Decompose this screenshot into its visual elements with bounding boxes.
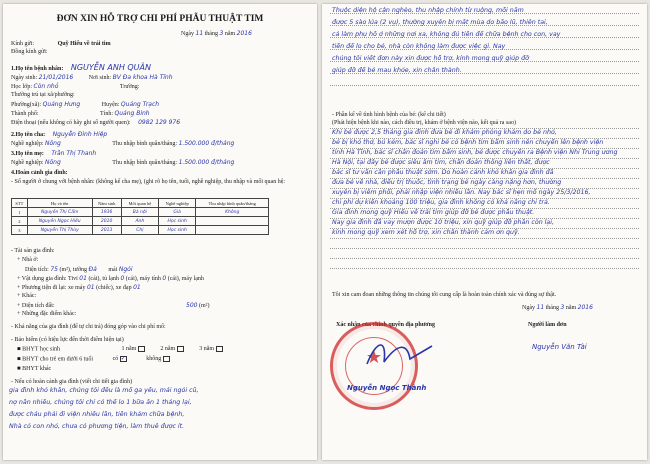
other-features-row: + Những đặc điểm khác: bbox=[17, 311, 77, 317]
table-cell: Học sinh bbox=[158, 226, 196, 235]
table-cell: Nguyễn Thị Cẩm bbox=[27, 208, 92, 217]
table-cell: Nguyễn Ngọc Hiếu bbox=[27, 217, 92, 226]
handwritten-line: Khi bé được 2,5 tháng gia đình đưa bé đi khám phòng khám do bé nhỏ, bbox=[332, 129, 557, 136]
recipient-line: Kính gửi: Quỹ Hiểu về trái tim bbox=[11, 41, 111, 47]
medical-history-note: (Phát hiện bệnh khi nào, cách điều trị, khám ở bệnh viện nào, kết quả ra sao) bbox=[332, 120, 516, 126]
handwritten-line: Thuộc diện hộ cận nghèo, thu nhập chính từ ruộng, mỗi năm bbox=[332, 7, 524, 14]
handwritten-line: Nay gia đình đã vay mượn được 10 triệu, xin quỹ giúp đỡ phần còn lại, bbox=[332, 219, 555, 226]
table-cell: Anh bbox=[121, 217, 158, 226]
assets-heading: - Tài sản gia đình: bbox=[11, 248, 55, 254]
vehicle-row: + Phương tiện đi lại: xe máy 01 (chiếc), xe đạp 01 bbox=[17, 284, 141, 291]
handwritten-line: chúng tôi viết đơn này xin được hỗ trợ, kính mong quỹ giúp đỡ bbox=[332, 55, 529, 62]
family-members-table bbox=[11, 198, 269, 235]
local-authority-signature bbox=[362, 334, 442, 374]
handwritten-line: bác sĩ tư vấn cần phẫu thuật sớm. Do hoàn cảnh khó khăn gia đình đã bbox=[332, 169, 554, 176]
table-header-cell: Thu nhập bình quân/tháng bbox=[196, 199, 269, 208]
land-row: + Diện tích đất: 500 (m²) bbox=[17, 302, 210, 309]
other-assets-row: + Khác: bbox=[17, 293, 37, 299]
checkbox-3-year[interactable] bbox=[216, 346, 223, 352]
table-cell: Già bbox=[158, 208, 196, 217]
table-header-cell: Nghề nghiệp bbox=[158, 199, 196, 208]
handwritten-line: đưa bé về nhà, điều trị thuốc, tình trạng bé ngày càng nặng hơn, thường bbox=[332, 179, 562, 186]
residence-row: Thường trú tại xã/phường: bbox=[11, 92, 75, 98]
handwritten-line: kính mong quỹ xem xét hỗ trợ, xin chân thành cảm ơn quỹ. bbox=[332, 229, 520, 236]
table-header-cell: Mối quan hệ bbox=[121, 199, 158, 208]
declaration-text: Tôi xin cam đoan những thông tin chúng tôi cung cấp là hoàn toàn chính xác và đúng sự thật. bbox=[332, 292, 557, 298]
table-header-cell: STT bbox=[12, 199, 28, 208]
appliance-row: + Vật dụng gia đình: Tivi 01 (cái), tủ lạnh 0 (cái), máy tính 0 (cái), máy lạnh bbox=[17, 275, 204, 282]
application-form-page-1 bbox=[3, 4, 317, 460]
other-insurance-row: ■ BHYT khác bbox=[17, 366, 52, 372]
table-cell: 2 bbox=[12, 217, 28, 226]
table-cell: Học sinh bbox=[158, 217, 196, 226]
handwritten-line: được 5 sào lúa (2 vụ), thường xuyên bị mất mùa do bão lũ, thiên tai, bbox=[332, 19, 548, 26]
applicant-label: Người làm đơn bbox=[528, 322, 567, 328]
handwritten-line: chi phí dự kiến khoảng 100 triệu, gia đình không có khả năng chi trả. bbox=[332, 199, 550, 206]
ruled-line bbox=[330, 239, 639, 249]
table-cell: Không bbox=[196, 208, 269, 217]
house-label: + Nhà ở: bbox=[17, 257, 39, 263]
table-cell bbox=[196, 217, 269, 226]
father-job-row: Nghề nghiệp: Nông Thu nhập bình quân/tháng: 1.500.000 đ/tháng bbox=[11, 140, 235, 147]
table-cell: 3 bbox=[12, 226, 28, 235]
handwritten-line: tỉnh Hà Tĩnh, bác sĩ chẩn đoán tim bẩm sinh, bé được chuyển ra Bệnh viện Nhi Trung ương bbox=[332, 149, 618, 156]
ruled-line bbox=[330, 249, 639, 259]
ruled-line bbox=[330, 259, 639, 269]
application-form-page-2 bbox=[322, 4, 647, 460]
circumstance-heading: - Nếu có hoàn cảnh gia đình (viết chi tiết gia đình) bbox=[11, 379, 133, 385]
checkbox-yes[interactable]: ✓ bbox=[120, 356, 126, 362]
patient-name-row: 1.Họ tên bệnh nhân: NGUYỄN ANH QUÂN bbox=[11, 63, 151, 72]
table-cell: 2013 bbox=[92, 226, 121, 235]
table-cell: Bà nội bbox=[121, 208, 158, 217]
table-cell: 2010 bbox=[92, 217, 121, 226]
handwritten-line: gia đình khó khăn, chúng tôi đều là mổ ga yếu, mái ngói cũ, bbox=[9, 387, 199, 394]
table-cell: 1936 bbox=[92, 208, 121, 217]
checkbox-no[interactable] bbox=[163, 356, 170, 362]
table-cell: 1 bbox=[12, 208, 28, 217]
table-row bbox=[12, 217, 269, 226]
family-section-note: - Số người ở chung với bệnh nhân: (không kể cha mẹ), (ghi rõ họ tên, tuổi, nghề nghiệp, thu nhập và mối quan hệ: bbox=[11, 179, 286, 185]
handwritten-line: Nhà có con nhỏ, chưa có phương tiện, làm thuê được ít. bbox=[9, 423, 185, 430]
checkbox-1-year[interactable] bbox=[138, 346, 145, 352]
table-row bbox=[12, 208, 269, 217]
table-row bbox=[12, 226, 269, 235]
ward-row: Phường(xã): Quảng Hưng Huyện: Quảng Trạch bbox=[11, 101, 160, 108]
phone-row: Điện thoại (nếu không có hãy ghi số người quen): 0982 129 976 bbox=[11, 119, 181, 126]
family-ability-row: - Khả năng của gia đình (để tự chi trả) đóng góp vào chi phí mổ: bbox=[11, 324, 166, 330]
child-insurance-row: ■ BHYT cho trẻ em dưới 6 tuổi có ✓ không bbox=[17, 356, 170, 363]
handwritten-line: được cháu phải đi viện nhiều lần, tiền khám chữa bệnh, bbox=[9, 411, 185, 418]
mother-job-row: Nghề nghiệp: Nông Thu nhập bình quân/tháng: 1.500.000 đ/tháng bbox=[11, 159, 235, 166]
student-insurance-row: ■ BHYT học sinh 1 năm 2 năm 3 năm bbox=[17, 346, 223, 353]
family-section-heading: 4.Hoàn cảnh gia đình: bbox=[11, 170, 68, 176]
ruled-line bbox=[330, 76, 639, 86]
handwritten-line: giúp đỡ để bé mau khỏe, xin chân thành. bbox=[332, 67, 462, 74]
local-official-name: Nguyễn Ngọc Thành bbox=[347, 384, 427, 392]
signing-date: Ngày 11 tháng 3 năm 2016 bbox=[522, 304, 593, 311]
handwritten-line: tiền để lo cho bé, nhà còn không làm được việc gì. Nay bbox=[332, 43, 506, 50]
form-date: Ngày 11 tháng 3 năm 2016 bbox=[181, 30, 252, 37]
class-row: Học lớp: Còn nhỏ Trường: bbox=[11, 83, 140, 90]
table-header-cell: Họ và tên bbox=[27, 199, 92, 208]
checkbox-2-year[interactable] bbox=[177, 346, 184, 352]
handwritten-line: Hà Nội, tại đây bé được siêu âm tim, chẩn đoán thông liên thất, được bbox=[332, 159, 550, 166]
house-row: Diện tích: 75 (m²), tường Đá mái Ngói bbox=[25, 266, 133, 273]
table-cell: Chị bbox=[121, 226, 158, 235]
father-row: 2.Họ tên cha: Nguyễn Đình Hiệp bbox=[11, 131, 108, 138]
cc-line: Đồng kính gửi: bbox=[11, 49, 48, 55]
city-row: Thành phố: Tỉnh: Quảng Bình bbox=[11, 110, 150, 117]
star-icon: ★ bbox=[365, 347, 383, 367]
table-cell bbox=[196, 226, 269, 235]
table-header-row bbox=[12, 199, 269, 208]
handwritten-line: nợ nần nhiều, chúng tôi chỉ có thể lo 1 bữa ăn 1 tháng lại, bbox=[9, 399, 192, 406]
dob-row: Ngày sinh: 21/01/2016 Nơi sinh: BV Đa khoa Hà Tĩnh bbox=[11, 74, 173, 81]
handwritten-line: xuyên bị viêm phổi, phải nhập viện nhiều lần. Nay bác sĩ hẹn mổ ngày 25/3/2016, bbox=[332, 189, 591, 196]
mother-row: 3.Họ tên mẹ: Trần Thị Thanh bbox=[11, 150, 97, 157]
insurance-heading: - Bảo hiểm (có hiệu lực đến thời điểm hiện tại) bbox=[11, 337, 124, 343]
table-header-cell: Năm sinh bbox=[92, 199, 121, 208]
handwritten-line: Gia đình mong quỹ Hiểu về trái tim giúp đỡ bé được phẫu thuật. bbox=[332, 209, 535, 216]
handwritten-line: bé bị khó thở, bú kém, bác sĩ nghi bé có bệnh tim bẩm sinh nên chuyển lên bệnh viện bbox=[332, 139, 604, 146]
table-cell: Nguyễn Thị Thùy bbox=[27, 226, 92, 235]
medical-history-heading: - Phần kể về tình hình bệnh của bé: (kể chi tiết) bbox=[332, 112, 446, 118]
applicant-signature: Nguyễn Văn Tài bbox=[532, 343, 587, 351]
handwritten-line: cả làm phụ hồ ở những nơi xa, không đủ tiền để chữa bệnh cho con, vay bbox=[332, 31, 561, 38]
local-authority-label: Xác nhận của chính quyền địa phương bbox=[336, 322, 435, 328]
form-title: ĐƠN XIN HỖ TRỢ CHI PHÍ PHẪU THUẬT TIM bbox=[56, 14, 264, 24]
